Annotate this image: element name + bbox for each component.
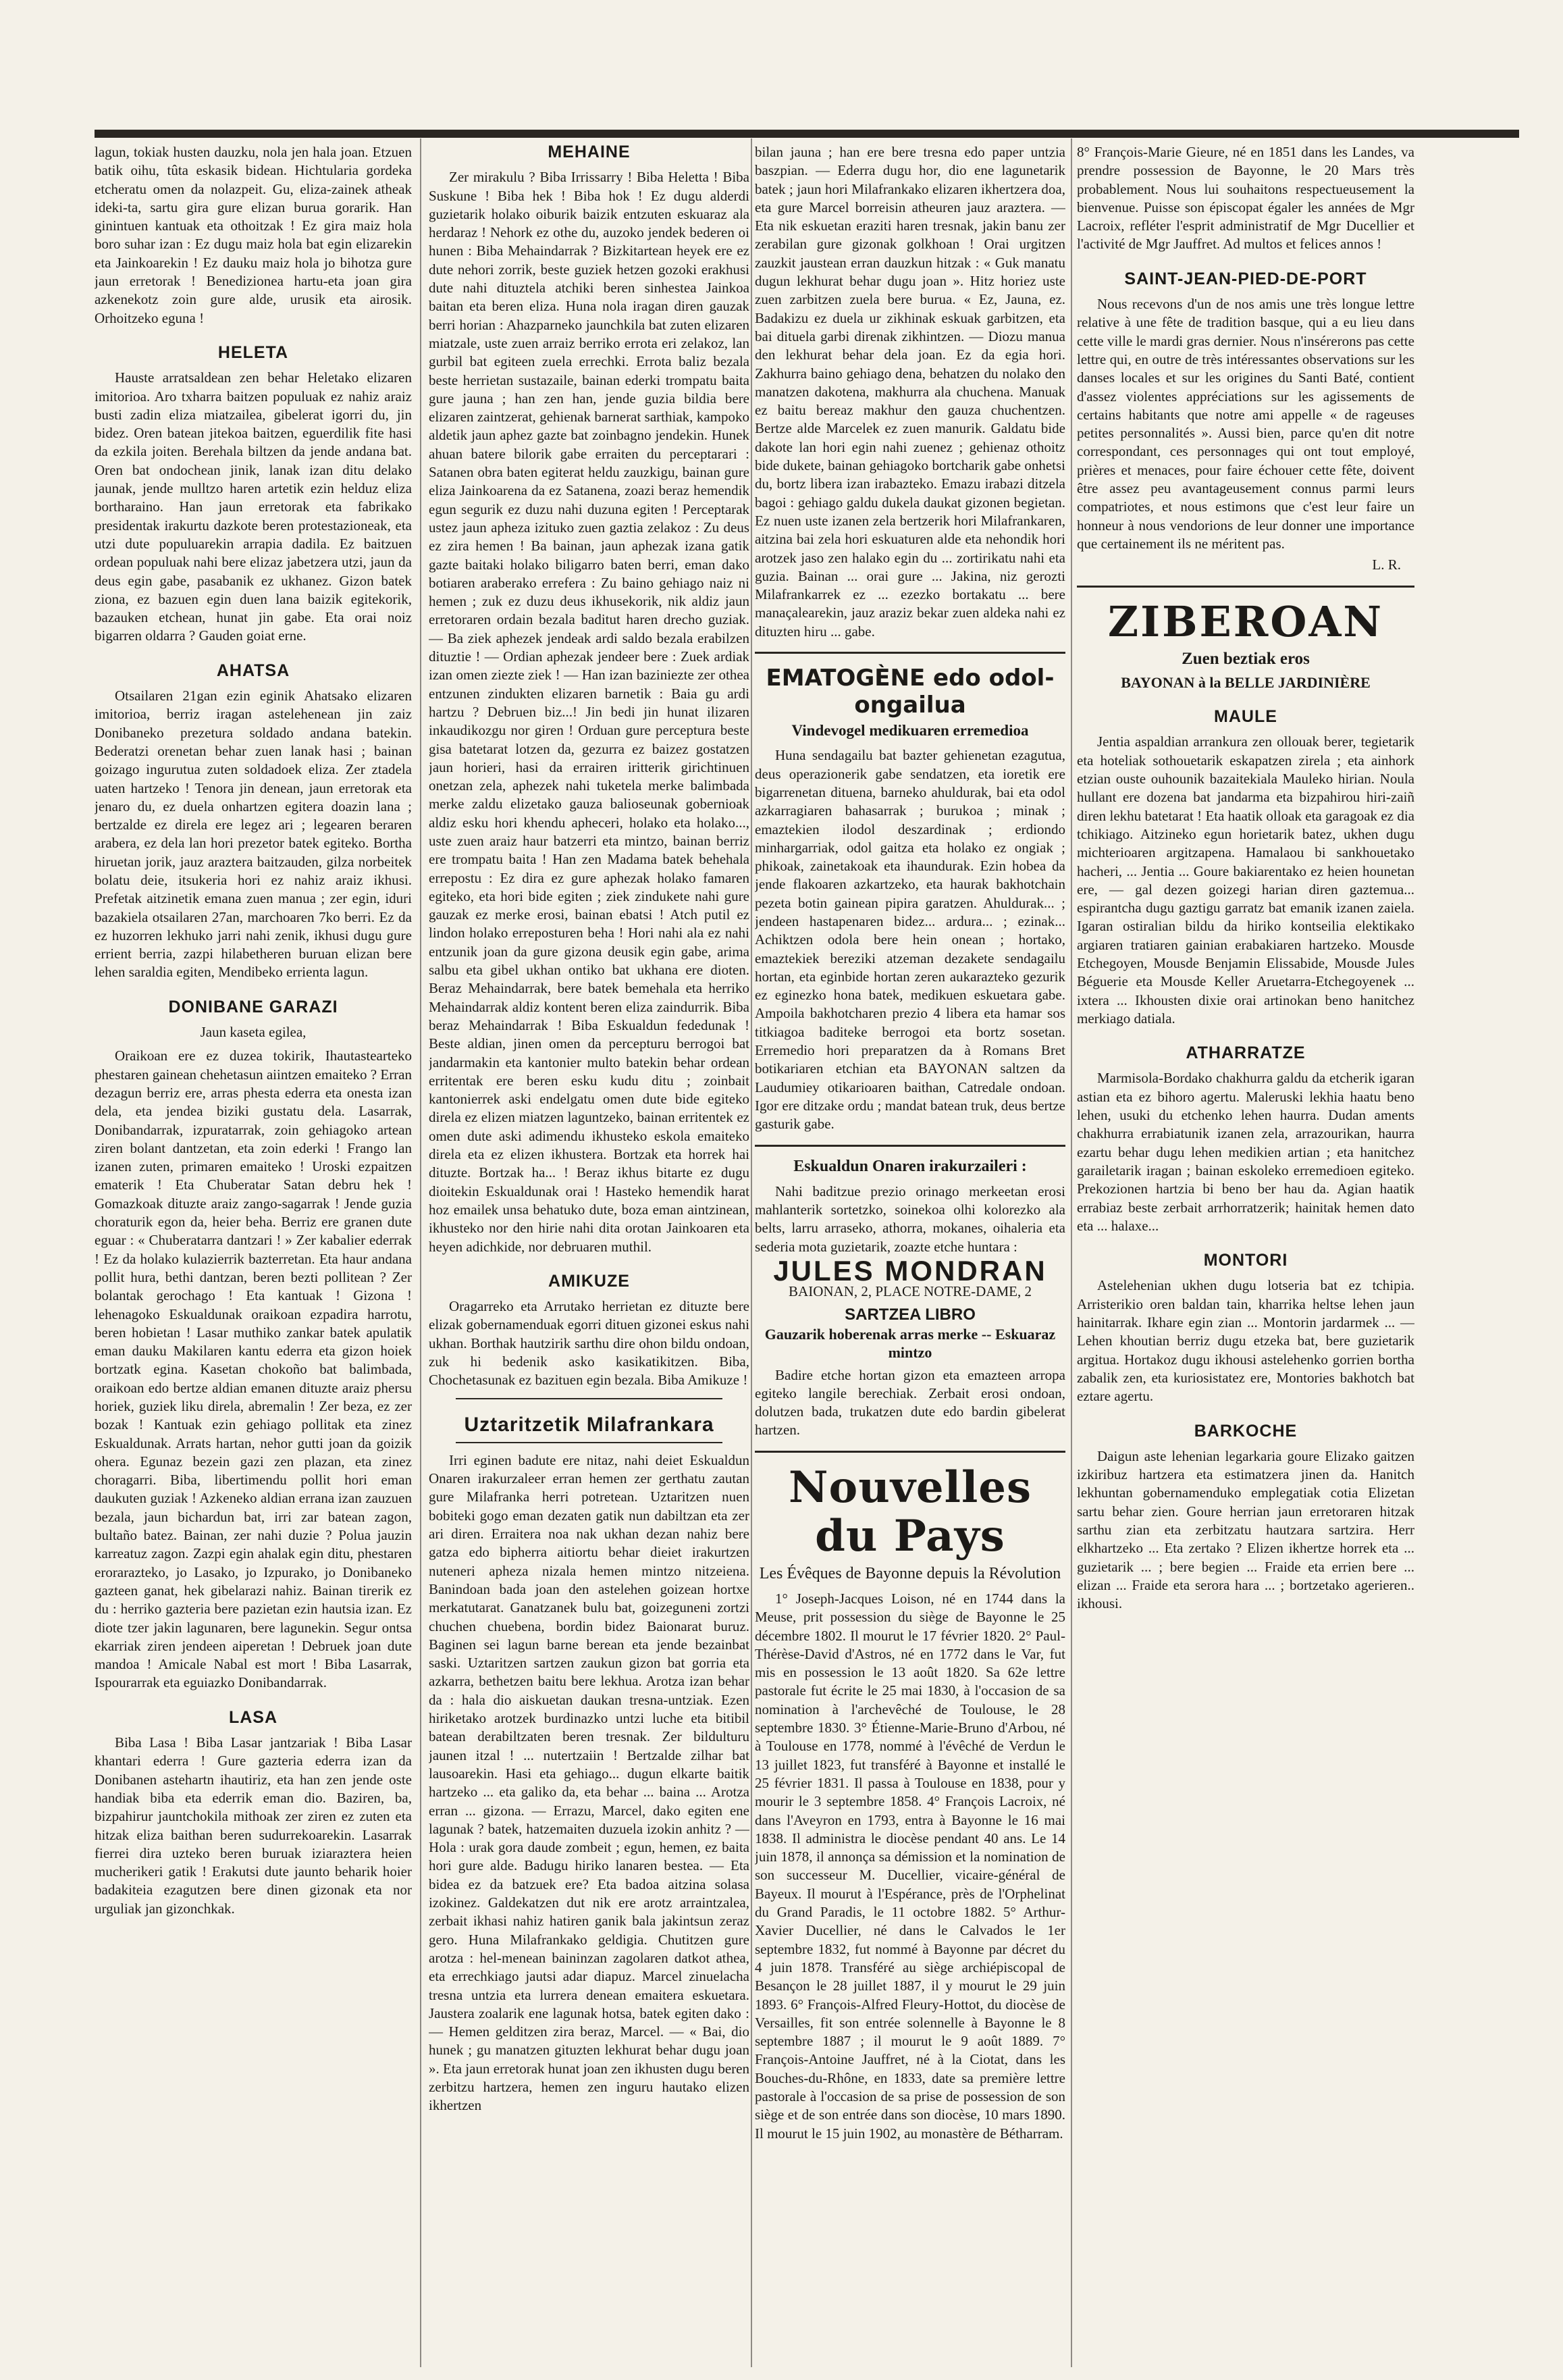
masthead-rule [95, 130, 1519, 138]
shop-tagline: SARTZEA LIBRO [845, 1305, 976, 1324]
section-subtitle: Zuen beztiak eros [1182, 649, 1310, 668]
divider [755, 652, 1065, 654]
article-text: 1° Joseph-Jacques Loison, né en 1744 dans la Meuse, prit possession du siège de Bayonne le 25 décembre 1802. Il mourut le 17 février 1820. 2° Paul-Thérèse-David d'Astros, né en 1772 dans le Var, fut mis en possession le 13 août 1820. Sa 62e lettre pastorale fut écrite le 25 mai 1830, à l'occasion de sa nomination à l'archevêché de Toulouse, le 28 septembre 1830. 3° Étienne-Marie-Bruno d'Arbou, né à Toulouse en 1778, nommé à l'évêché de Verdun le 13 juillet 1823, fut transféré à Bayonne et installé le 25 février 1831. Il passa à Toulouse en 1838, pour y mourir le 3 septembre 1858. 4° François Lacroix, né dans l'Aveyron en 1793, entra à Bayonne le 16 mai 1838. Il administra le diocèse pendant 40 ans. Le 14 juin 1878, il annonça sa démission et la nomination de son successeur M. Ducellier, vicaire-général de Bayeux. Il mourut à l'Espérance, près de l'Orphelinat du Grand Paradis, le 11 octobre 1882. 5° Arthur-Xavier Ducellier, né dans le Calvados le 1er septembre 1832, fut nommé à Bayonne par décret du 4 juin 1878. Transféré au siège archiépiscopal de Besançon le 28 juillet 1887, il y mourut le 29 juin 1893. 6° François-Alfred Fleury-Hottot, du diocèse de Versailles, fit son entrée solennelle à Bayonne le 8 septembre 1887 ; il mourut le 9 août 1889. 7° François-Antoine Jauffret, né à la Ciotat, dans les Bouches-du-Rhône, en 1833, date sa première lettre pastorale à l'occasion de sa prise de possession de son siège et de son entrée dans son diocèse, 10 mars 1890. Il mourut le 15 juin 1902, au monastère de Bétharram. [755, 1590, 1065, 2142]
article-text: Astelehenian ukhen dugu lotseria bat ez tchipia. Arristerikio oren baldan tain, kharrika heltse lehen jaun hainitarrak. Ikhare egin zian ... Montorin jardarmek ... — Lehen khoutian berriz dugu etzeka bat, bere guzietarik argitua. Hortakoz dugu ikhousi astelehenko gorrien bortha zabalik zen, eta kuriosistatez ere, Montories bakhotch bat eztare agertu. [1077, 1277, 1414, 1405]
column-divider [420, 138, 421, 2367]
section-heading-saint-jean: SAINT-JEAN-PIED-DE-PORT [1124, 269, 1367, 288]
section-heading-ziberoan: ZIBEROAN [1107, 596, 1384, 646]
column-4 [1077, 143, 1414, 2365]
column-divider [751, 138, 752, 2367]
article-text: Oragarreko eta Arrutako herrietan ez dituzte bere elizak gobernamenduak egorri dituen gizonei eskus nahi ukhan. Borthak hautzirik sarthu dire ohon bildu ondoan, zuk hi bedenik asko kasikatikitzen. Biba, Chochetasunak ez bazituen egin bezala. Biba Amikuze ! [429, 1298, 749, 1389]
article-text: lagun, tokiak husten dauzku, nola jen hala joan. Etzuen batik oihu, tûta eskasik bidean. Hichtularia gordeka etcheratu omen da nolazpeit. Gu, eliza-zainek atheak ideki-ta, sartu gira gure elizan burua gorarik. Han ginintuen kantuak eta othoitzak ! Ez gira maiz hola boro suhar izan : Ez dugu maiz hola bat egin elizarekin eta Jainkoarekin ! Ez dauku maiz hola jo bihotza gure jaun erretorak ! Benedizionea hartu-eta joan gira azkenekotz zoin gure alde, urusik eta airosik. Orhoitzeko eguna ! [95, 144, 412, 326]
section-heading-uztaritzetik: Uztaritzetik Milafrankara [464, 1413, 714, 1436]
advertisement-text: Nahi baditzue prezio orinago merkeetan erosi mahlanterik sortetzko, soinekoa olhi kolorezko ala belts, larru arraseko, athorra, mokanes, oihaleria eta sederia mota guzietarik, zoazte etche huntara : [755, 1183, 1065, 1255]
section-heading-ahatsa: AHATSA [216, 661, 290, 680]
article-text: Irri eginen badute ere nitaz, nahi deiet Eskualdun Onaren irakurzaleer erran hemen zer gerthatu zautan gure Milafranka herri potretean. Uztaritzen nuen bobiteki gogo eman dezaten gatik nun dabiltzan eta zer ari diren. Erraitera noa nak ukhan dezan nahiz bere gatza edo bipherra aitiortu behar dieiet irakurtzen nuteneri apheza nizala hemen mintzo nitzeiena. Banindoan bada joan den astelehen goizean hortxe merkatutarat. Ganatzanek bulu bat, goizeguneni zortzi chuchen chuebena, bordin bidez Baionarat buruz. Baginen sei lagun barne berean eta jende bezainbat saski. Uztaritzen sartzen zaukun gizon bat gorria eta azkarra, bethetzen baitu bere lekhua. Arotza izan behar da : hala dio aiskuetan daukan tresna-untziak. Ezen hiriketako arotzek burdinazko untzi luche eta bitibil batean derabiltzaten beren tresnak. Zer bildulturu jaunen itzal ! ... nutertzaiin ! Bertzalde zilhar bat lausoarekin. Hasi eta gehiago... dugun elkarte baitik hartzeko ... eta galiko da, eta behar ... baina ... Arotza erran ... gizona. — Errazu, Marcel, dako egiten ene lagunak ? batek, hatzemaiten duzuela izokin anhitz ? — Hola : urak gora daude zombeit ; egun, hemen, ez baita hori gure alde. Badugu hiriko lanaren bestea. — Eta bidea ez da batzuek ere? Eta badoa aitzina solasa izokinez. Galdekatzen dut nik ere arotz arraintzalea, zerbait ikhasi nahiz hatiren ganik bala jakintsun zeraz gero. Huna Milafrankako geldigia. Chutitzen gure arotza : hel-menean baininzan zagolaren datkot athea, eta errechkiago jautsi adar diapuz. Marcel zinuelacha tresna untzia eta lurrera denean emaitera eskuetara. Jaustera zoalarik ene lagunak hotsa, batek egiten dako : — Hemen gelditzen zira beraz, Marcel. — « Bai, dio hunek ; gu manatzen gituzten lekhurat behar dugu joan ». Eta jaun erretorak hunat joan zen ikhusten dugu beren zerbitzu hartzera, hemen zen inguru hautako elizen ikhertzen [429, 1451, 749, 2114]
section-heading-mehaine: MEHAINE [548, 143, 631, 161]
section-heading-atharratze: ATHARRATZE [1186, 1043, 1306, 1063]
column-3 [755, 143, 1065, 2365]
section-heading-montori: MONTORI [1203, 1251, 1288, 1270]
section-heading-lasa: LASA [228, 1707, 278, 1727]
section-heading-nouvelles: Nouvelles du Pays [789, 1461, 1032, 1561]
section-heading-barkoche: BARKOCHE [1194, 1421, 1298, 1441]
divider [1077, 586, 1414, 588]
divider [755, 1451, 1065, 1453]
section-heading-heleta: HELETA [217, 342, 289, 362]
shop-address: BAIONAN, 2, PLACE NOTRE-DAME, 2 [789, 1283, 1032, 1300]
column-2 [429, 143, 749, 2365]
shop-name: JULES MONDRAN [773, 1255, 1047, 1287]
article-text: Biba Lasa ! Biba Lasar jantzariak ! Biba Lasar khantari ederra ! Gure gazteria ederra izan da Donibanen astehartn ihautiriz, eta han zen jende oste handiak biba eta ederrik eman dio. Baziren, ba, bizpahirur jauntchokila mithoak zer ziren ez zuten eta hitzak eliza baithan beren sudurrekoarekin. Lasarrak fierrei dira uzteko beren buruak iziaraztera heien mucherikeri gatik ! Erakutsi dute jaunto beharik hoier badakiteia ezagutzen bere dinen gizonak eta nor urguliak jan gizonchkak. [95, 1734, 412, 1917]
advertisement-text: Badire etche hortan gizon eta emazteen arropa egiteko langile berechiak. Zerbait erosi ondoan, dolutzen bada, trukatzen dute edo bardin gibelerat hartzen. [755, 1366, 1065, 1439]
shop-line: BAYONAN à la BELLE JARDINIÈRE [1121, 673, 1371, 691]
salutation: Jaun kaseta egilea, [200, 1024, 307, 1041]
article-text: Daigun aste lehenian legarkaria goure Elizako gaitzen izkiribuz hartzera eta estimatzera jinen da. Hanitch lekhuntan gobernamenduko emplegatiak cotia Elizetan sartu behar zien. Goure herrian jaun erretoraren hitzak sarthu zian eta zerbitzatu hautzara sartzira. Herr elkhartzeko ... Eta zertako ? Elizen ikhertze horrek eta ... guzietarik ... ; bere begien ... Fraide eta errien bere ... elizan ... Fraide eta serora hara ... ; bortzetako agerieren.. ikhousi. [1077, 1447, 1414, 1612]
advertisement-text: Huna sendagailu bat bazter gehienetan ezagutua, deus operazionerik gabe sendatzen, eta ioretik ere bigarrenetan dituena, barneko ahuldurak, bai eta odol azkarragiaren bahasarrak ; burukoa ; minak ; emaztekien ilodol deszardinak ; erdiondo minhargarriak, odol gaitza eta holako ez ongiak ; phikoak, zainetakoak eta ihaundurak. Ezin hobea da jende flakoaren azkartzeko, eta haurak bakhotchain pezeta botin gainean pipira garatzen. Ahuldurak... ; jendeen hastapenaren bidez... ardura... ; ezinak... Achiktzen odola bere hein onean ; hortako, emaztekiek bereziki atzeman dezakete sendagailu hortan, eta eginbide hortan zeren aukarazteko gezurik ez eginezko hona batek, medikuen eskuetara gabe. Ampoila bakhotcharen prezio 4 libera eta hamar sos titkiagoa baditeke berrogoi eta bortz sosetan. Erremedio hori preparatzen da à Romans Bret botikariaren etchian eta BAYONAN saltzen da Laudumiey otikarioaren baithan, Catredale ondoan. Igor ere ditzake ordu ; mandat batean truk, deus bertze gasturik gabe. [755, 747, 1065, 1133]
article-text: Otsailaren 21gan ezin eginik Ahatsako elizaren imitorioa, berriz iragan astelehenean jin zaiz Donibaneko prezetura soldado andana batekin. Bederatzi orenetan behar zuen lanak hasi ; bainan goizago ingurutua zuten soldadoek eliza. Zer ztadela uaten hartzeko ! Tenora jin denean, jaun erretorak eta jenaro du, ez duela onhartzen egitera doazin lana ; bertzalde ez direla ere legez ari ; legearen beraren arabera, ez dela lan hori prezetor batek egiteko. Bortha hiruetan jorik, jauz araztera baitzauden, gilza norbeitek bolatu deie, itsukeria hori ez nahiz araiz ikhusi. Prefetak aitzinetik emana zuen manua ; zer egin, iduri bazakiela otsailaren 27an, marchoaren 7ko berri. Ez da ez huzorren lekhuko jarri nahi zenik, ikhusi dugu gure errient berria, zazpi hilabetheren buruan elizan bere lehen saraldia egiten, Mendibeko errienta lagun. [95, 688, 412, 981]
advertisement-subtitle: Vindevogel medikuaren erremedioa [791, 722, 1029, 740]
shop-slogan: Gauzarik hoberenak arras merke -- Eskuaraz mintzo [764, 1325, 1056, 1362]
section-heading-amikuze: AMIKUZE [548, 1271, 630, 1291]
article-text: Marmisola-Bordako chakhurra galdu da etcherik igaran astian eta ez bihoro agertu. Maleruski lekhia haatu beno lehen, usuki du etchenko lehen haurra. Dudan aments chakhurra errabiatunik izanen zela, arrazourikan, haurra ezartu behar dugu lehen medikien artian ; eta hanitchez garailetarik iragan ; bainan eskoleko erremedioen egiteko. Prekozionen hartzia bi beno ber hau da. Agian haatik errabiaz beste zerbait arrhorratzerik; hainitak hemen dato eta ... halaxe... [1077, 1070, 1414, 1234]
divider [456, 1398, 722, 1399]
article-text: Oraikoan ere ez duzea tokirik, Ihautastearteko phestaren gainean chehetasun aiintzen emaiteko ? Erran dezagun berriz ere, arras phesta ederra eta onesta izan dela, eta jendea biziki gustatu dela. Lasarrak, Donibandarrak, izpuratarrak, zoin gehiagoko artean ziren bolant dantzetan, eta zoin ederki ! Frango lan izanen zuten, primaren emaiteko ! Uroski ezpaitzen ematerik ! Eta Chuberatar Satan debru hek ! Gomazkoak dituzte araiz zango-sagarrak ! Jende guzia choraturik egon da, heier beha. Berriz ere granen dute eguar : « Chuberatarra dantzari ! » Zer kabalier ederrak ! Ez da holako kulazierrik bazterretan. Eta haur andana pollit hura, bethi dantzan, beren bezti pollitean ? Zer bolantak gerochago ! Eta kantuak ! Gizona ! lehenagoko Eskualdunak oraikoan ezpadira harrotu, beren hobietan ! Lasar muthiko zankar batek apulatik eman dauku Makilaren kantu ederra eta gizon hoiek bortzatk egina. Kasetan chokoño bat balimbada, oraikoan edo bertze aldian emanen dituzte araiz phersu horiek, guziek liku direla, abremalin ! Zer beza, ez zer bozak ! Kantuak ezin gehiago pollitak eta zinez Eskualdunak. Arrats hartan, nehor gutti joan da goizik ohera. Egunaz bezein gazi zen plazan, eta zinez choragarri. Biba, libertimendu pollit hori eman daukuten guziak ! Azkeneko aldian errana izan zauzuen bezala, jaun bichardun bat, irri zar batean zagon, bultaño batez. Bainan, zer nahi duzie ? Polua jauzin karreatuz zagon. Zazpi egin ahalak egin ditu, phestaren erorarazteko, jo Lasako, jo Izpurako, jo Donibaneko gazteen ganat, hek gibelarazi nahiz. Bainan tirerik ez du : herriko gazteria bere pazietan ezin hautsia izan. Ez diote tzer jakin lagunaren, bere lagunekin. Segur ontsa ekarriak ziren jendeen aiperetan ! Debruek joan dute mandoa ! Amicale Nabal est mort ! Biba Lasarrak, Ispourarrak eta eguiazko Donibandarrak. [95, 1047, 412, 1691]
divider [456, 1442, 722, 1443]
article-text: bilan jauna ; han ere bere tresna edo paper untzia baszpian. — Ederra dugu hor, dio ene lagunetarik batek ; jaun hori Milafrankako elizaren ikhertzera doa, eta gure Marcel borreisin atheuren jauz araztera. — Eta nik eskuetan eraziti haren tresnak, jakin banu zer zerabilan gure gizonak golkhoan ! Orai urgitzen zauzkit jaustean erran dauzkun hitzak : « Guk manatu dugun lekhurat behar dugu joan ». Hitz horiez uste zuen zarbitzen zuela bere burua. « Ez, Jauna, ez. Badakizu ez duela ur zikhinak eskuak garbitzen, eta bai dituela garbi direnak zikhintzen. — Diozu manua den lekhurat behar dela joan. Ez da egia hori. Zakhurra baino gehiago dena, behatzen du nolako den manatzen dakotena, makhurra ala chuchena. Manuak ez baitu bereaz makhur den gauza chuchentzen. Bertze alde Marcelek ez zuen manurik. Galdatu bide dakote lan hori egin nahi zuenez ; gehienaz othoitz bide dukete, bainan gehiagoko bortcharik gabe onhetsi du, bortz libera izan irabazteko. Emazu irabazi ditzela bagoi : gehiago galdu dukela daukat gizonen begietan. Ez nuen uste izanen zela bertzerik hori Milafrankaren, aitzina bai zela hori eskuaturen alde eta nehondik hori arotzek jaso zen halako egin du ... zortirikatu nahi eta guzia. Bainan ... orai gure ... Jakina, niz gerozti Milafrankarrek ez ... ezezko bortakatu ... bere manaçalearekin, jauz araziz bekar zuen aldeka nahi ez dituzten hiru ... gabe. [755, 144, 1065, 640]
divider [755, 1145, 1065, 1147]
section-heading-donibane-garazi: DONIBANE GARAZI [168, 997, 338, 1016]
article-text: Nous recevons d'un de nos amis une très longue lettre relative à une fête de tradition basque, qui a eu lieu dans cette ville le mardi gras dernier. Nous n'insérerons pas cette lettre qui, en outre de très intéressantes observations sur les danses locales et sur les origines du Santi Baté, contient d'assez violentes appréciations sur les agissements de certains habitants que notre ami appelle « de rageuses petites personnalités ». Aussi bien, parce qu'en dit notre correspondant, ces personnages qui ont tout employé, prières et menaces, pour faire échouer cette fête, doivent être assez peu avantageusement connus parmi leurs compatriotes, et nous estimons que c'est leur faire un honneur à nous vendorions de leur donner une importance que certainement ils ne méritent pas. [1077, 296, 1414, 552]
column-1 [95, 143, 412, 2365]
article-text: 8° François-Marie Gieure, né en 1851 dans les Landes, va prendre possession de Bayonne, le 20 Mars très probablement. Nous lui souhaitons respectueusement la bienvenue. Puisse son épiscopat égaler les années de Mgr Lacroix, refléter l'esprit administratif de Mgr Ducellier et l'activité de Mgr Jauffret. Ad multos et felices annos ! [1077, 144, 1414, 253]
article-subtitle: Les Évêques de Bayonne depuis la Révolution [759, 1564, 1061, 1582]
signature: L. R. [1372, 557, 1401, 573]
section-heading-maule: MAULE [1214, 707, 1277, 727]
advertisement-heading: Eskualdun Onaren irakurzaileri : [793, 1157, 1027, 1175]
column-divider [1071, 138, 1072, 2367]
advertisement-title: EMATOGÈNE edo odol-ongailua [766, 665, 1055, 719]
article-text: Jentia aspaldian arrankura zen ollouak berer, tegietarik eta hoteliak sothouetarik eskapatzen zirela ; eta ainhork etzian ouste ouhounik bazaitekiala Mauleko hirian. Noula hullant ere dozena bat jandarma eta bizpahirou hiri-zaiñ diren lekhu batetarat ! Eta haatik olloak eta garagoak ez dia tchikiago. Aitzineko egun horietarik batez, ukhen dugu michterioaren argitzapena. Hamalaou bi sankhouetako hacheri, ... Jentia ... Goure bakiarentako ez heien hounetan ere, — gal dezen goizegi harian diren gaztemua... espirantcha dugu gaztigu garratz bat emanik izanen zaiela. Igaran ostiralian bildu da hiriko kontseilia elektikako argiaren tratiaren gainian erabakiaren hartzeko. Mousde Etchegoyen, Mousde Benjamin Elissabide, Mousde Jules Béguerie eta Mousde Keller Aruetarra-Etchegoyenek ... ixtera ... Ikhousten dixie orai artinokan beno hanitchez merkiago datiala. [1077, 733, 1414, 1027]
article-text: Hauste arratsaldean zen behar Heletako elizaren imitorioa. Aro txharra baitzen populuak ez nahiz araiz busti zadin eliza miatzailea, gibelerat igorri du, jin bidez. Oren batean jitekoa baitzen, eguerdilik fite hasi da ezkila joiten. Berehala biltzen da jende andana bat. Oren bat ondochean jinik, lanak izan ditu delako jaunak, jende mulltzo haren artetik ezin helduz eliza bortharaino. Han jaun erretorak eta fabrikako presidentak irakurtu dazkote beren protestazioneak, eta utzi dute populuarekin arrapia dadila. Ez baitzuen ordean populuak nahi bere elizaz jabetzera utzi, jaun da deus egin gabe, pasabanik ez ukhanez. Gizon batek ziona, ez bazuen egin duen lana baizik egitekorik, bazauken etchean, hunat jin gabe. Eta orai noiz bigarren oldarra ? Gauden goiat erne. [95, 369, 412, 644]
article-text: Zer mirakulu ? Biba Irrissarry ! Biba Heletta ! Biba Suskune ! Biba hek ! Biba hok ! Ez dugu alderdi guzietarik holako oiburik baizik entzuten eskuaraz ala herdaraz ! Nehork ez othe du, auzoko jendek bederen oi hunen : Biba Mehaindarrak ? Bizkitartean heyek ere ez dute nehori zorrik, beste guziek hetzen gozoki erakhusi dute nahi dituztela atchiki beren sinhestea Jainkoa baitan eta beren eliza. Huna nola iragan diren gauzak berri horian : Ahazparneko jaunchkila bat zuten elizaren miatzale, uste zuen arraiz berriko errota eri zelakoz, lan gurbil bat egiteen zuela errechki. Errota baliz bezala beste herrietan sustazaile, bainan ederki trompatu baita gure jauna ; han zen han, jende guzia bildia bere elizaren zaintzerat, gehienak barnerat sarthiak, kampoko aldetik jaun aphez gazte bat zoinbagno jendekin. Hunek ahuan batere bilorik gabe erraiten du perceptarari : Satanen obra baten egiterat heldu zauzkigu, bainan gure eliza Jainkoarena da ez Satanena, zoazi beraz hemendik egun segurik ez duzu nahi duzuna egiten ! Perceptarak ustez jaun apheza izituko zuen gaztia zelakoz : Zu deus ez zira hemen ! Ba bainan, jaun aphezak izana gatik gazte baitaki holako biligarro baten berri, eman dako botiaren araberako errefera : Zu baino gehiago naiz ni hemen ; zuk ez duzu deus ikhusekorik, nik aldiz jaun erretoraren ordain bezala baditut haren drecho guziak. — Ba ziek aphezek jendeak ardi saldo bezala erabilzen dituztie ! — Ordian aphezak jendeer bere : Zuek ardiak izan omen ziezte ziek ! — Han izan baziniezte zer othea entzunen zindukten elizaren barnetik : Baia gu ardi hartzu ? Debruen biz...! Jin bedi jin hunat ilizaren inkaudikozgu nor giren ! Orduan gure perceptura beste gisa batetarat lotzen da, gezurra ez baizez gostatzen jaun horieri, hasi da errairen iritterik girichtinuen onetzan zela, aphezek nahi tuketela merke balimbada merke zaldu elizetako gauza balioseunak gobernioak aldiz esku hori khendu apheceri, holako eta holako..., uste zuen araiz haur batzerri eta mintzo, bainan berriz ere trompatu baita ! Han zen Madama batek behehala errepostu : Ez dira ez gure aphezak holako famaren egiteko, eta hori bide egiten ; ziek zindukete nahi gure gauzak ez merke erosi, bainan ebatsi ! Atch putil ez lindon holako erreposturen beha ! Hori nahi ala ez nahi entzunik joan da gure gizona deusik egin gabe, arima salbu eta gibel ukhan ontiko bat ukhana ere dioten. Beraz Mehaindarrak, bere batek bemehala eta herriko Mehaindarrak aldiz kontent beren eliza zaindurrik. Biba beraz Mehaindarrak ! Biba Eskualdun fededunak ! Beste aldian, jinen omen da percepturu berrogoi bat jandarmakin eta kantonier multo batekin behar ordean erritentak ere beren esku kudu ditu ; zoinbait kantonierrek aski endelgatu omen dute bide egiteko direla ez elizen miatzen laguntzeko, bainan erritentek ez omen dute aski adimendu ikhusteko eskola emaiteko direla eta ez elizen ikhustera. Bortzak eta horrek hai dituzte. Bortzak ha... ! Beraz ikhus bitarte ez dugu dioitekin Eskualdunak orai ! Hasteko hemendik harat hoz emailek unsa behatuko dute, boza eman aintzinean, ikhusteko nor den hirie nahi dita orotan Jainkoaren eta heyen adichkide, nor debruaren muthil. [429, 169, 749, 1255]
